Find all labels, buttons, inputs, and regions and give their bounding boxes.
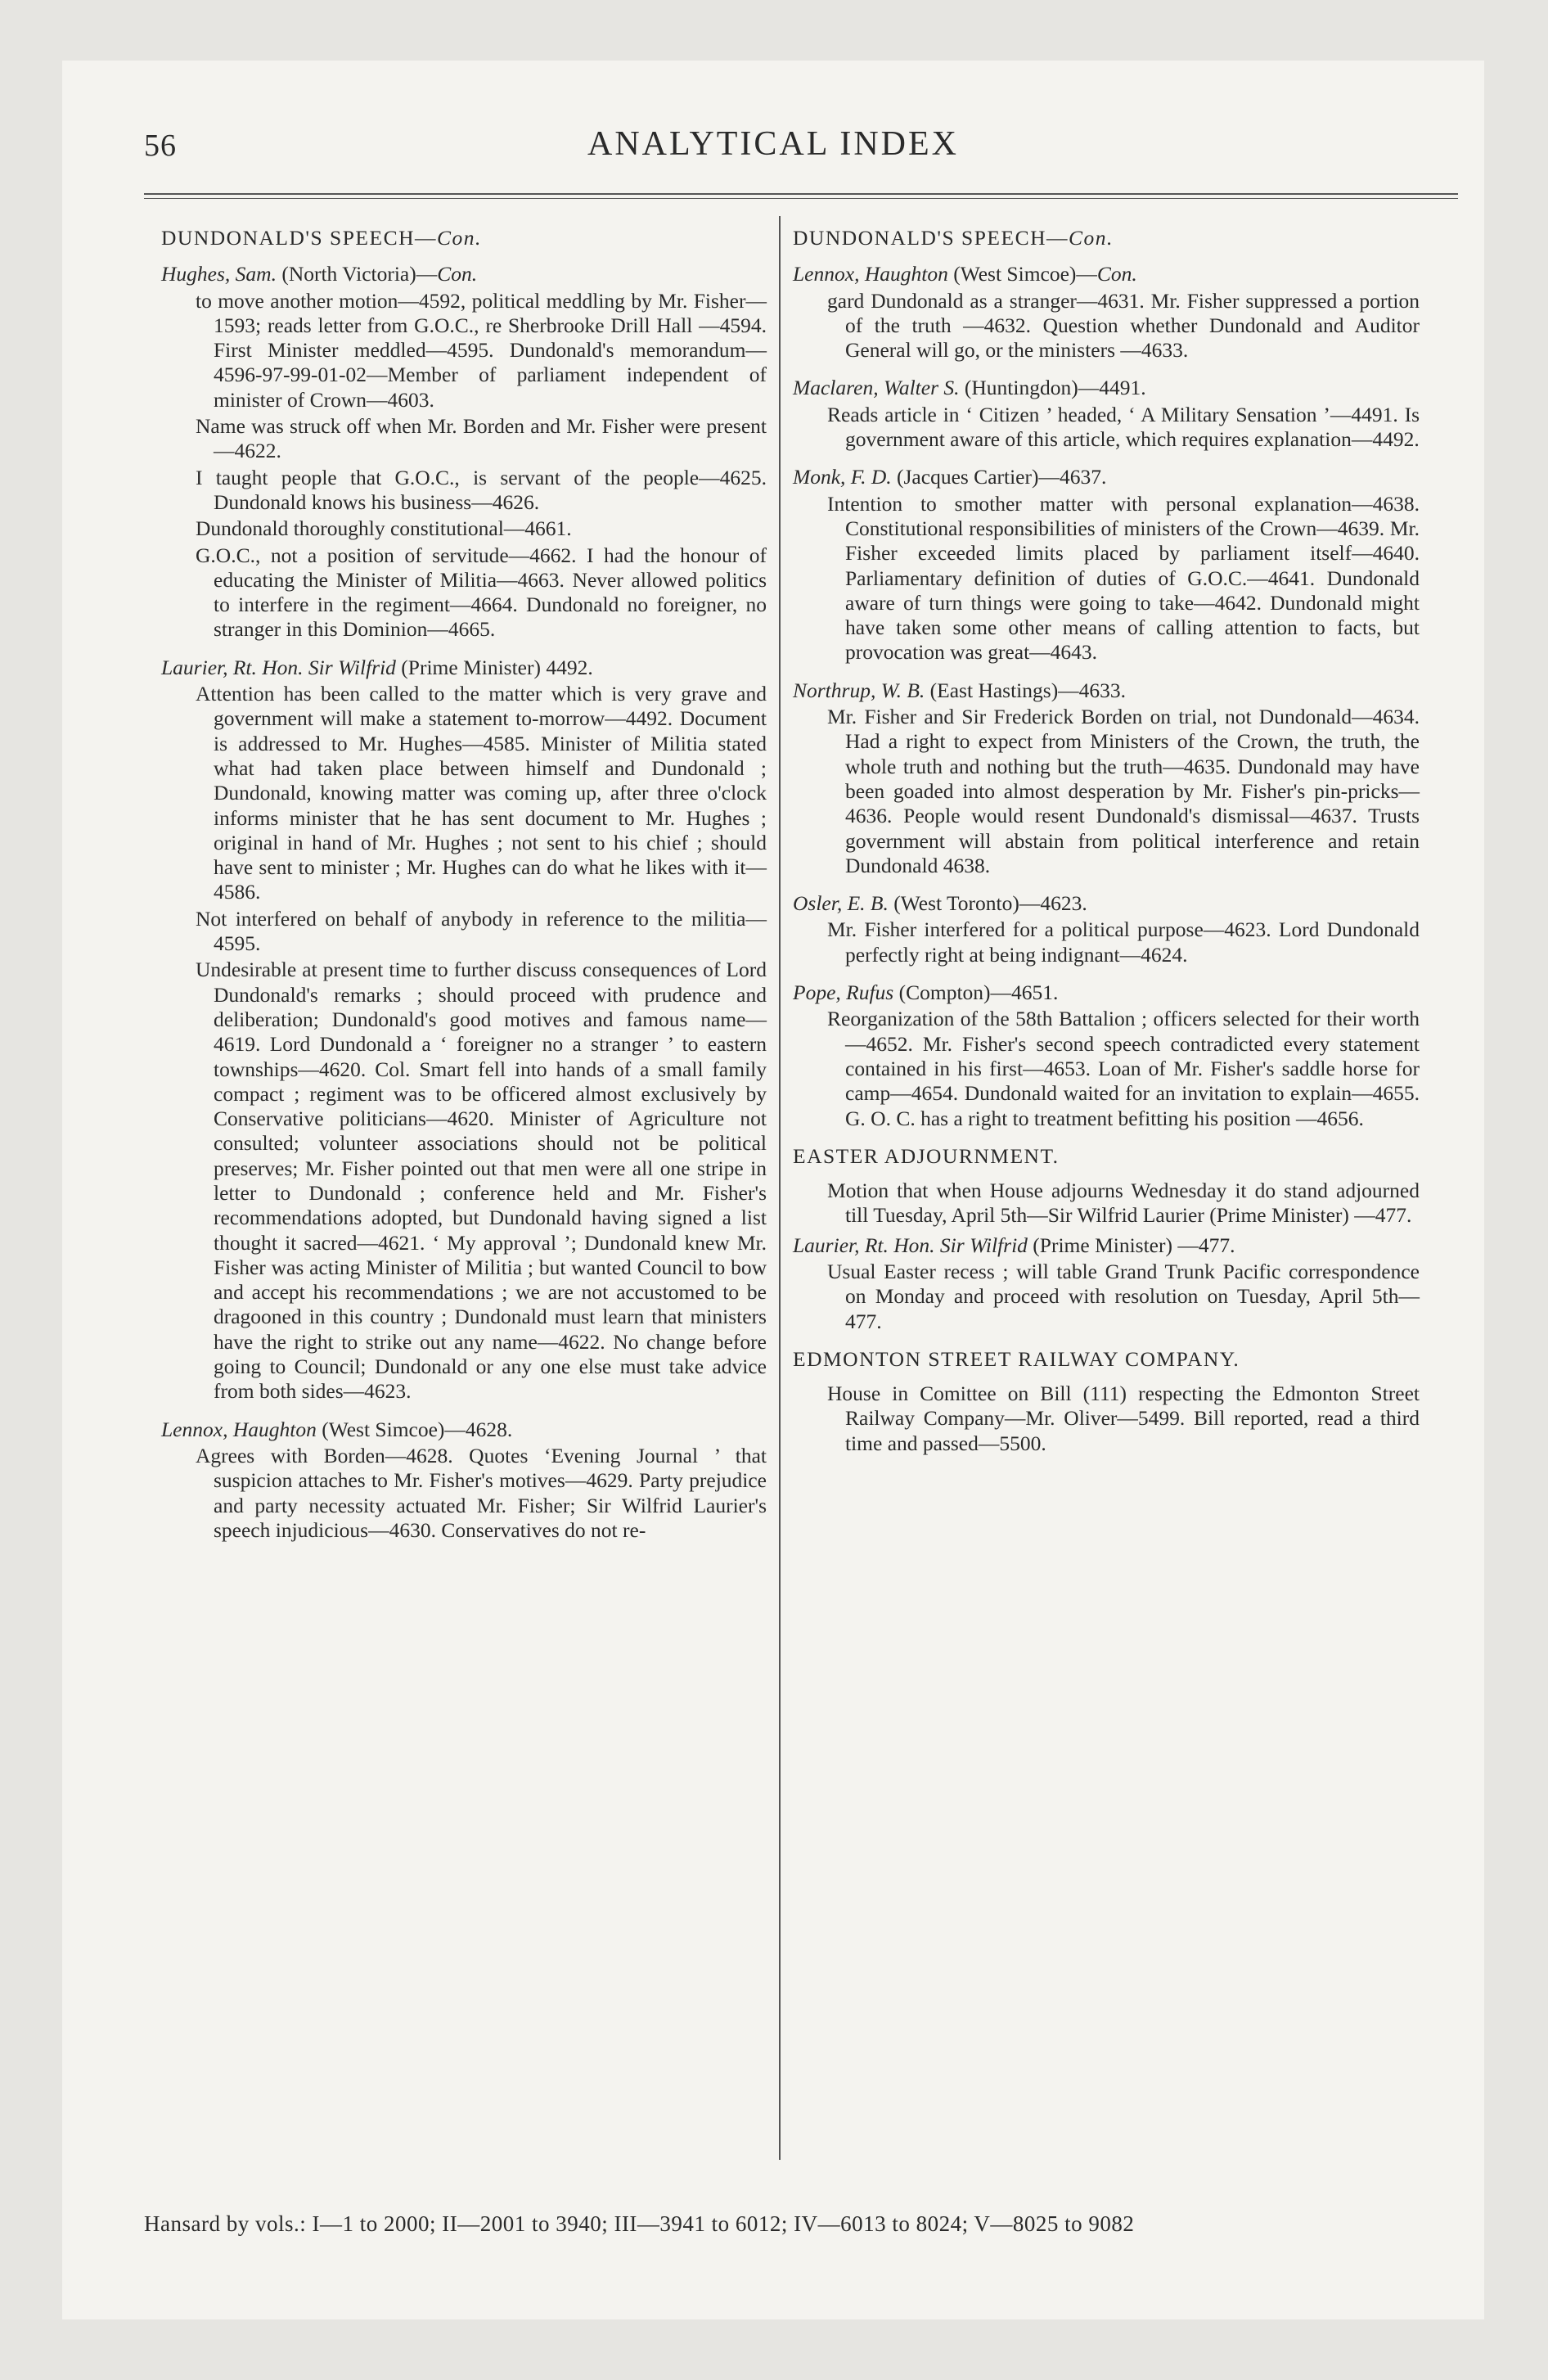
speaker-riding: (East Hastings)—4633. (925, 678, 1127, 702)
header-rule-thin (144, 198, 1458, 199)
speaker-line (793, 376, 1420, 400)
edmonton-section (793, 1382, 1420, 1456)
speaker-line (793, 465, 1420, 489)
speaker-name: Laurier, Rt. Hon. Sir Wilfrid (161, 655, 396, 679)
speaker-name: Lennox, Haughton (793, 262, 948, 286)
index-entry: Usual Easter recess ; will table Grand Trunk Pacific correspondence on Monday and proceed with resolution on Tuesday, April 5th—477. (827, 1259, 1420, 1333)
footer-volume-key: Hansard by vols.: I—1 to 2000; II—2001 to 3940; III—3941 to 6012; IV—6013 to 8024; V—8025 to 9082 (144, 2211, 1135, 2236)
easter-section (793, 1179, 1420, 1334)
index-entry: G.O.C., not a position of servitude—4662. I had the honour of educating the Minister of Militia—4663. Never allowed politics to interfere in the regiment—4664. Dundonald no foreigner, no stranger in this Dominion—4665. (196, 543, 767, 642)
index-entry: Reads article in ‘ Citizen ’ headed, ‘ A Military Sensation ’—4491. Is government aware of this article, which requires explanation—4492. (827, 402, 1420, 452)
speaker-line (793, 262, 1420, 286)
header-rule (144, 193, 1458, 195)
section-heading (793, 226, 1420, 250)
speaker-riding: (West Simcoe)—4628. (316, 1417, 513, 1441)
speaker-riding: (West Toronto)—4623. (888, 891, 1087, 916)
index-entry: Not interfered on behalf of anybody in reference to the militia—4595. (196, 906, 767, 956)
speaker-entry (161, 1418, 767, 1543)
index-entry: Undesirable at present time to further discuss consequences of Lord Dundonald's remarks ; should proceed with prudence and deliberation; Dundonald's good motives and famous name—4619. Lord Dundonald a ‘ foreigner no a stranger ’ to eastern townships—4620. Col. Smart fell into hands of a small family compact ; regiment was to be officered almost exclusively by Conservative politicians—4620. Minister of Agriculture not consulted; volunteer associations should not be political preserves; Mr. Fisher pointed out that men were all one stripe in letter to Dundonald ; conference held and Mr. Fisher's recommendations adopted, but Dundonald having signed a list thought it sacred—4621. ‘ My approval ’; Dundonald knew Mr. Fisher was acting Minister of Militia ; but wanted Council to bow and accept his recommendations ; we are not accustomed to be dragooned in this country ; Dundonald must learn that ministers have the right to strike out any name—4622. No change before going to Council; Dundonald or any one else must take advice from both sides—4623. (196, 958, 767, 1404)
speaker-cont: Con. (437, 262, 478, 286)
index-entry: Reorganization of the 58th Battalion ; officers selected for their worth—4652. Mr. Fisher's second speech contradicted every statement contained in his first—4653. Loan of Mr. Fisher's saddle horse for camp—4654. Dundonald waited for an invitation to explain—4655. G. O. C. has a right to treatment befitting his position —4656. (827, 1007, 1420, 1130)
index-entry: Mr. Fisher and Sir Frederick Borden on trial, not Dundonald—4634. Had a right to expect from Ministers of the Crown, the truth, the whole truth and nothing but the truth—4635. Dundonald may have been goaded into almost desperation by Mr. Fisher's pin-pricks—4636. People would resent Dundonald's dismissal—4637. Trusts government will abstain from political interference and retain Dundonald 4638. (827, 705, 1420, 877)
speaker-riding: (Huntingdon)—4491. (959, 376, 1146, 400)
speaker-cont: Con. (1096, 262, 1137, 286)
speaker-line (161, 656, 767, 680)
speaker-line (161, 1418, 767, 1442)
speaker-name: Maclaren, Walter S. (793, 376, 960, 400)
speaker-entry (161, 656, 767, 1404)
speaker-riding: (Compton)—4651. (893, 980, 1059, 1005)
speaker-entry (793, 980, 1420, 1131)
index-entry: Motion that when House adjourns Wednesday it do stand adjourned till Tuesday, April 5th—Sir Wilfrid Laurier (Prime Minister) —477. (827, 1179, 1420, 1228)
speaker-line (793, 1233, 1420, 1258)
index-entry: Intention to smother matter with personal explanation—4638. Constitutional responsibilities of ministers of the Crown—4639. Mr. Fisher exceeded limits placed by parliament itself—4640. Parliamentary definition of duties of G.O.C.—4641. Dundonald aware of turn things were going to take—4642. Dundonald might have taken some other means of calling attention to facts, but provocation was great—4643. (827, 491, 1420, 665)
left-column (161, 223, 767, 1556)
index-entry: Agrees with Borden—4628. Quotes ‘Evening Journal ’ that suspicion attaches to Mr. Fisher's motives—4629. Party prejudice and party necessity actuated Mr. Fisher; Sir Wilfrid Laurier's speech injudicious—4630. Conservatives do not re- (196, 1443, 767, 1542)
speaker-name: Lennox, Haughton (161, 1417, 317, 1441)
section-heading-text: DUNDONALD'S SPEECH— (161, 226, 437, 250)
speaker-entry (793, 262, 1420, 363)
speaker-riding: (Prime Minister) 4492. (395, 655, 593, 679)
speaker-name: Northrup, W. B. (793, 678, 925, 702)
speaker-line (161, 262, 767, 286)
speaker-riding: (Jacques Cartier)—4637. (891, 465, 1107, 489)
speaker-line (793, 891, 1420, 916)
speaker-entry (793, 376, 1420, 452)
speaker-line (793, 980, 1420, 1005)
section-heading-text: DUNDONALD'S SPEECH— (793, 226, 1069, 250)
speaker-riding: (North Victoria)— (276, 262, 438, 286)
speaker-name: Laurier, Rt. Hon. Sir Wilfrid (793, 1233, 1028, 1257)
speaker-riding: (Prime Minister) —477. (1027, 1233, 1235, 1257)
index-entry: to move another motion—4592, political meddling by Mr. Fisher—1593; reads letter from G.O.C., re Sherbrooke Drill Hall —4594. First Minister meddled—4595. Dundonald's memorandum—4596-97-99-01-02—Member of parliament independent of minister of Crown—4603. (196, 288, 767, 412)
speaker-name: Osler, E. B. (793, 891, 889, 916)
section-heading-cont: Con. (1069, 226, 1114, 250)
easter-heading: EASTER ADJOURNMENT. (793, 1143, 1060, 1168)
speaker-entry (161, 262, 767, 642)
speaker-entry (793, 465, 1420, 665)
index-entry: House in Comittee on Bill (111) respecting the Edmonton Street Railway Company—Mr. Oliver—5499. Bill reported, read a third time and passed—5500. (827, 1382, 1420, 1455)
index-entry: Mr. Fisher interfered for a political purpose—4623. Lord Dundonald perfectly right at being indignant—4624. (827, 917, 1420, 967)
section-heading-cont: Con. (437, 226, 482, 250)
speaker-name: Monk, F. D. (793, 465, 892, 489)
speaker-name: Hughes, Sam. (161, 262, 277, 286)
speaker-riding: (West Simcoe)— (947, 262, 1097, 286)
speaker-name: Pope, Rufus (793, 980, 894, 1005)
speaker-entry (793, 891, 1420, 967)
column-divider (779, 216, 781, 2160)
page-title: ANALYTICAL INDEX (587, 125, 959, 163)
speaker-line (793, 678, 1420, 703)
right-column (793, 223, 1420, 1469)
edmonton-heading: EDMONTON STREET RAILWAY COMPANY. (793, 1346, 1240, 1371)
index-entry: Attention has been called to the matter which is very grave and government will make a statement to-morrow—4492. Document is addressed to Mr. Hughes—4585. Minister of Militia stated what had taken place between himself and Dundonald ; Dundonald, knowing matter was coming up, after three o'clock informs minister that he has sent document to Mr. Hughes ; original in hand of Mr. Hughes ; not sent to his chief ; should have sent to minister ; Mr. Hughes can do what he likes with it—4586. (196, 682, 767, 904)
speaker-entry (793, 678, 1420, 878)
index-entry: I taught people that G.O.C., is servant of the people—4625. Dundonald knows his business—4626. (196, 465, 767, 514)
index-entry: gard Dundonald as a stranger—4631. Mr. Fisher suppressed a portion of the truth —4632. Question whether Dundonald and Auditor General will go, or the ministers —4633. (827, 288, 1420, 363)
index-entry: Dundonald thoroughly constitutional—4661. (196, 516, 572, 541)
section-heading (161, 226, 767, 250)
index-entry: Name was struck off when Mr. Borden and Mr. Fisher were present—4622. (196, 414, 767, 463)
index-page (62, 61, 1484, 2319)
page-number: 56 (144, 128, 177, 163)
